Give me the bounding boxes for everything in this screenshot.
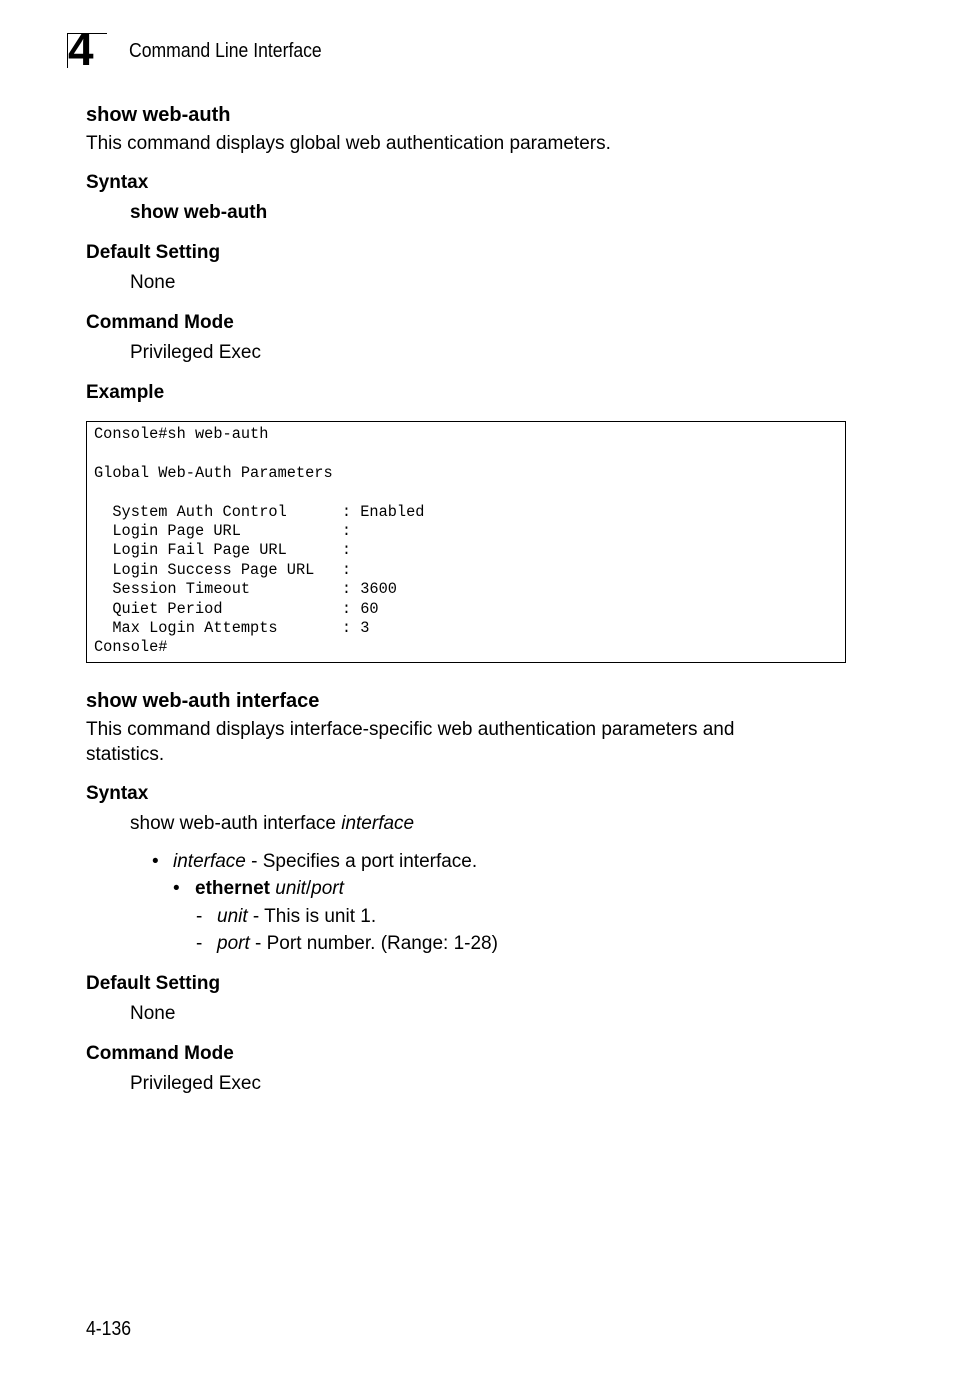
param-description: - Specifies a port interface. bbox=[245, 851, 478, 872]
syntax-text bbox=[130, 812, 414, 836]
param-name: interface bbox=[173, 851, 246, 872]
page-number: 4-136 bbox=[86, 1318, 132, 1340]
unit-param: unit bbox=[275, 878, 306, 899]
ethernet-keyword: ethernet bbox=[195, 878, 270, 899]
command-mode-heading: Command Mode bbox=[86, 1043, 234, 1064]
slash: / bbox=[305, 878, 312, 899]
port-name: port bbox=[217, 933, 250, 954]
example-code-box bbox=[86, 421, 846, 663]
param-ethernet bbox=[195, 877, 344, 901]
unit-description: - This is unit 1. bbox=[247, 906, 377, 927]
syntax-heading: Syntax bbox=[86, 172, 149, 193]
command-description: This command displays global web authentication parameters. bbox=[86, 133, 611, 154]
syntax-command: show web-auth interface bbox=[130, 813, 342, 834]
example-heading: Example bbox=[86, 382, 165, 403]
bullet-marker: • bbox=[152, 851, 159, 872]
dash-marker: - bbox=[196, 933, 203, 954]
unit-name: unit bbox=[217, 906, 248, 927]
syntax-text: show web-auth bbox=[130, 202, 268, 223]
port-description: - Port number. (Range: 1-28) bbox=[249, 933, 498, 954]
chapter-title: Command Line Interface bbox=[129, 40, 322, 62]
default-setting-value: None bbox=[130, 272, 176, 293]
command-mode-heading: Command Mode bbox=[86, 312, 234, 333]
command-mode-value: Privileged Exec bbox=[130, 342, 261, 363]
default-setting-heading: Default Setting bbox=[86, 973, 221, 994]
bullet-marker: • bbox=[173, 878, 180, 899]
param-unit bbox=[217, 905, 376, 929]
example-code: Console#sh web-auth Global Web-Auth Parameters System Auth Control : Enabled Login Page URL : Login Fail Page URL : Login Success Page URL : Session Timeout : 3600 Quiet Period : 60 Max Login Attempts : 3 Console# bbox=[94, 425, 425, 657]
syntax-parameter: interface bbox=[341, 813, 415, 834]
default-setting-heading: Default Setting bbox=[86, 242, 221, 263]
command-description: This command displays interface-specific web authentication parameters and statistics. bbox=[86, 719, 735, 765]
command-mode-value: Privileged Exec bbox=[130, 1073, 261, 1094]
default-setting-value: None bbox=[130, 1003, 176, 1024]
param-port bbox=[217, 932, 498, 956]
param-interface bbox=[173, 850, 477, 874]
chapter-number: 4 bbox=[68, 23, 94, 75]
dash-marker: - bbox=[196, 906, 203, 927]
command-title-show-web-auth: show web-auth bbox=[86, 104, 231, 126]
syntax-heading: Syntax bbox=[86, 783, 149, 804]
port-param: port bbox=[311, 878, 344, 899]
command-title-show-web-auth-interface: show web-auth interface bbox=[86, 690, 320, 712]
